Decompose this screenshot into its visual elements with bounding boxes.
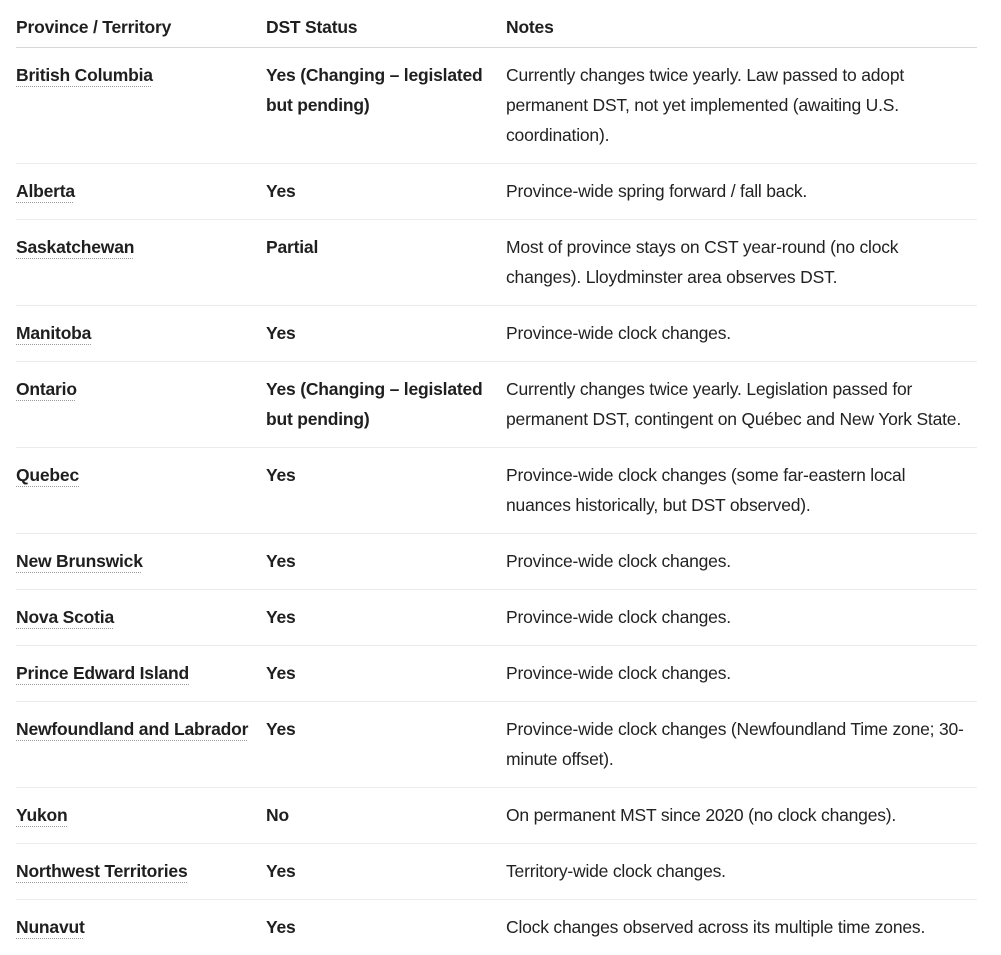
province-link[interactable]: Nunavut [16, 912, 266, 942]
dst-status-cell [266, 362, 506, 448]
notes-cell [506, 844, 977, 900]
province-link[interactable]: Yukon [16, 800, 266, 830]
dst-status-cell [266, 534, 506, 590]
table-row [16, 702, 977, 788]
notes-text: Province-wide clock changes (Newfoundland Time zone; 30-minute offset). [506, 714, 977, 774]
province-cell [16, 362, 266, 448]
province-link[interactable]: Ontario [16, 374, 266, 404]
province-cell [16, 448, 266, 534]
dst-table [16, 12, 977, 955]
dst-status-cell [266, 164, 506, 220]
table-row [16, 362, 977, 448]
dst-status-text: Yes (Changing – legislated but pending) [266, 60, 506, 120]
table-row [16, 306, 977, 362]
table-row [16, 448, 977, 534]
notes-cell [506, 788, 977, 844]
notes-text: Province-wide clock changes (some far-eastern local nuances historically, but DST observed). [506, 460, 977, 520]
province-link[interactable]: Manitoba [16, 318, 266, 348]
notes-text: Province-wide spring forward / fall back. [506, 176, 977, 206]
table-row [16, 164, 977, 220]
dst-status-cell [266, 646, 506, 702]
province-link[interactable]: Nova Scotia [16, 602, 266, 632]
notes-cell [506, 590, 977, 646]
notes-text: Province-wide clock changes. [506, 318, 977, 348]
province-link[interactable]: Saskatchewan [16, 232, 266, 262]
dst-status-cell [266, 448, 506, 534]
notes-cell [506, 48, 977, 164]
dst-status-text: No [266, 800, 506, 830]
dst-status-text: Yes [266, 856, 506, 886]
dst-status-cell [266, 788, 506, 844]
dst-status-text: Yes [266, 318, 506, 348]
province-cell [16, 702, 266, 788]
table-row [16, 534, 977, 590]
table-row [16, 646, 977, 702]
dst-status-cell [266, 844, 506, 900]
notes-cell [506, 448, 977, 534]
notes-cell [506, 900, 977, 955]
province-cell [16, 646, 266, 702]
dst-status-text: Yes [266, 658, 506, 688]
province-link[interactable]: British Columbia [16, 60, 266, 90]
province-cell [16, 164, 266, 220]
province-cell [16, 900, 266, 955]
province-cell [16, 306, 266, 362]
notes-cell [506, 362, 977, 448]
province-cell [16, 844, 266, 900]
notes-cell [506, 306, 977, 362]
table-header [16, 12, 977, 48]
dst-status-text: Yes [266, 460, 506, 490]
notes-cell [506, 164, 977, 220]
dst-status-cell [266, 306, 506, 362]
dst-status-cell [266, 220, 506, 306]
province-link[interactable]: Newfoundland and Labrador [16, 714, 266, 744]
header-notes: Notes [506, 12, 977, 48]
province-cell [16, 48, 266, 164]
dst-status-text: Yes [266, 176, 506, 206]
dst-status-text: Yes [266, 714, 506, 744]
notes-cell [506, 646, 977, 702]
dst-status-text: Yes [266, 912, 506, 942]
notes-text: Province-wide clock changes. [506, 602, 977, 632]
notes-cell [506, 702, 977, 788]
province-link[interactable]: New Brunswick [16, 546, 266, 576]
province-link[interactable]: Prince Edward Island [16, 658, 266, 688]
dst-status-text: Yes (Changing – legislated but pending) [266, 374, 506, 434]
notes-text: Province-wide clock changes. [506, 658, 977, 688]
province-cell [16, 788, 266, 844]
province-link[interactable]: Alberta [16, 176, 266, 206]
header-province: Province / Territory [16, 12, 266, 48]
dst-status-text: Partial [266, 232, 506, 262]
dst-status-text: Yes [266, 546, 506, 576]
province-cell [16, 590, 266, 646]
notes-text: On permanent MST since 2020 (no clock changes). [506, 800, 977, 830]
table-row [16, 788, 977, 844]
notes-text: Currently changes twice yearly. Law passed to adopt permanent DST, not yet implemented (awaiting U.S. coordination). [506, 60, 977, 150]
notes-text: Province-wide clock changes. [506, 546, 977, 576]
table-row [16, 220, 977, 306]
table-row [16, 590, 977, 646]
table-row [16, 900, 977, 955]
notes-cell [506, 534, 977, 590]
header-dst-status: DST Status [266, 12, 506, 48]
province-cell [16, 220, 266, 306]
table-row [16, 48, 977, 164]
notes-text: Most of province stays on CST year-round (no clock changes). Lloydminster area observes DST. [506, 232, 977, 292]
dst-status-cell [266, 900, 506, 955]
province-cell [16, 534, 266, 590]
notes-text: Territory-wide clock changes. [506, 856, 977, 886]
header-row [16, 12, 977, 48]
table-row [16, 844, 977, 900]
province-link[interactable]: Northwest Territories [16, 856, 266, 886]
notes-text: Currently changes twice yearly. Legislation passed for permanent DST, contingent on Québec and New York State. [506, 374, 977, 434]
dst-status-cell [266, 702, 506, 788]
dst-status-cell [266, 48, 506, 164]
dst-status-cell [266, 590, 506, 646]
table-body [16, 48, 977, 955]
province-link[interactable]: Quebec [16, 460, 266, 490]
notes-cell [506, 220, 977, 306]
dst-status-text: Yes [266, 602, 506, 632]
notes-text: Clock changes observed across its multiple time zones. [506, 912, 977, 942]
